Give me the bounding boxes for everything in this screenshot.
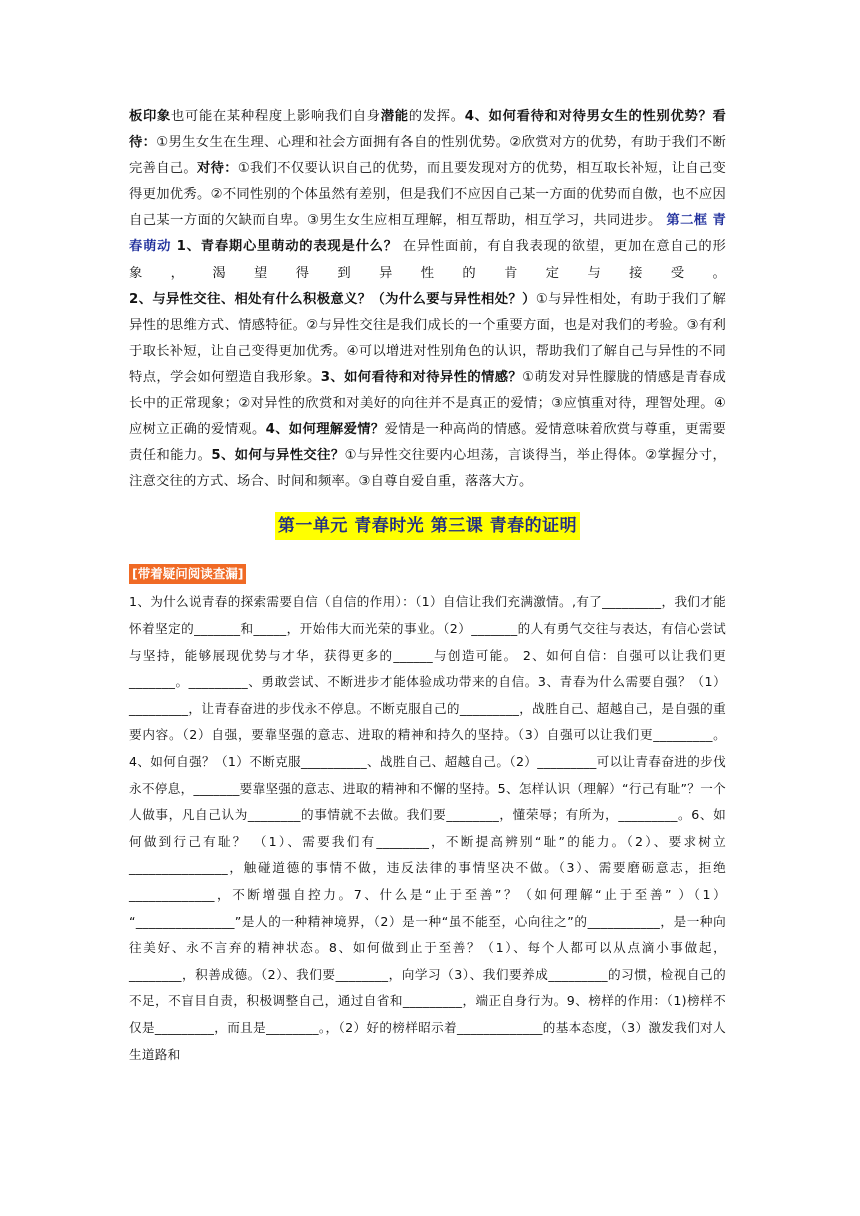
section-tag: [带着疑问阅读查漏] — [129, 564, 246, 584]
question-heading: 3、如何看待和对待异性的情感？ — [320, 369, 523, 385]
text-run: ①萌发对异性朦胧的情感是青春成长中的正常现象；②对异性的欣赏和对美好的向往并不是真正的爱情；③应慎重对待，理智处理。④应树立正确的爱情观。 — [129, 369, 726, 438]
text-run: 在异性面前，有自我表现的欲望，更加在意自己的形象，渴望得到异性的肯定与接受。 — [129, 239, 727, 281]
text-run: 爱情是一种高尚的情感。爱情意味着欣赏与尊重，更需要责任和能力。 — [129, 422, 727, 464]
text-bold: 对待： — [197, 161, 238, 177]
section-heading: 第二框 青春萌动 — [129, 213, 726, 255]
question-heading: 4、如何理解爱情？ — [265, 422, 385, 438]
text-run: 也可能在某种程度上影响我们自身 — [170, 109, 381, 124]
text-bold: 板印象 — [129, 109, 171, 124]
text-run: 的发挥。 — [408, 109, 465, 124]
unit-title-row — [129, 512, 726, 548]
document-page — [129, 104, 726, 1068]
section-tag-row — [129, 563, 726, 589]
question-heading: 1、青春期心里萌动的表现是什么？ — [171, 239, 398, 255]
questions-paragraph: 1、为什么说青春的探索需要自信（自信的作用）：（1）自信让我们充满激情。,有了_________，我们才能怀着坚定的_______和_____，开始伟大而光荣的事业。（2）_______的人有勇气交往与表达，有信心尝试与坚持，能够展现优势与才华，获得更多的______与创造可能。 2、如何自信：自强可以让我们更_______。_________、勇敢尝试、不断进步才能体验成功带来的自信。3、青春为什么需要自强？（1）_________，让青春奋进的步伐永不停息。不断克服自己的_________，战胜自己、超越自己，是自强的重要内容。（2）自强，要靠坚强的意志、进取的精神和持久的坚持。（3）自强可以让我们更_________。4、如何自强？（1）不断克服__________、战胜自己、超越自己。（2）_________可以让青春奋进的步伐永不停息，_______要靠坚强的意志、进取的精神和不懈的坚持。5、怎样认识（理解）“行己有耻”？一个人做事，凡自己认为________的事情就不去做。我们要________，懂荣辱；有所为，_________。6、如何做到行己有耻？ （1）、需要我们有________，不断提高辨别“耻”的能力。（2）、要求树立_______________，触碰道德的事情不做，违反法律的事情坚决不做。（3）、需要磨砺意志，拒绝_____________，不断增强自控力。7、什么是“止于至善”？（如何理解“止于至善” ）（1） “_______________”是人的一种精神境界，（2）是一种“虽不能至，心向往之”的___________，是一种向往美好、永不言弃的精神状态。8、如何做到止于至善？（1）、每个人都可以从点滴小事做起，________，积善成德。（2）、我们要________，向学习（3）、我们要养成_________的习惯，检视自己的不足，不盲目自责，积极调整自己，通过自省和_________，端正自身行为。9、榜样的作用：（1)榜样不仅是_________，而且是________。，（2）好的榜样昭示着_____________的基本态度，（3）激发我们对人生道路和 — [129, 594, 726, 1062]
text-run: ①我们不仅要认识自己的优势，而且要发现对方的优势，相互取长补短，让自己变得更加优秀。②不同性别的个体虽然有差别，但是我们不应因自己某一方面的优势而自傲，也不应因自己某一方面的欠缺而自卑。③男生女生应相互理解，相互帮助，相互学习，共同进步。 — [129, 161, 727, 229]
text-run: ①与异性交往要内心坦荡，言谈得当，举止得体。②掌握分寸，注意交往的方式、场合、时间和频率。③自尊自爱自重，落落大方。 — [129, 448, 726, 490]
text-run: ①男生女生在生理、心理和社会方面拥有各自的性别优势。②欣赏对方的优势，有助于我们不断完善自己。 — [129, 135, 726, 177]
question-heading: 2、与异性交往、相处有什么积极意义？（为什么要与异性相处？） — [129, 291, 536, 307]
text-bold: 潜能 — [380, 109, 409, 124]
text-run: ①与异性相处，有助于我们了解异性的思维方式、情感特征。②与异性交往是我们成长的一个重要方面，也是对我们的考验。③有利于取长补短，让自己变得更加优秀。④可以增进对性别角色的认识，帮助我们了解自己与异性的不同特点，学会如何塑造自我形象。 — [129, 291, 726, 385]
question-heading: 4、如何看待和对待男女生的性别优势？看待： — [129, 109, 726, 151]
unit-title: 第一单元 青春时光 第三课 青春的证明 — [275, 512, 580, 540]
question-heading: 5、如何与异性交往？ — [211, 448, 345, 464]
top-paragraph — [129, 104, 726, 495]
